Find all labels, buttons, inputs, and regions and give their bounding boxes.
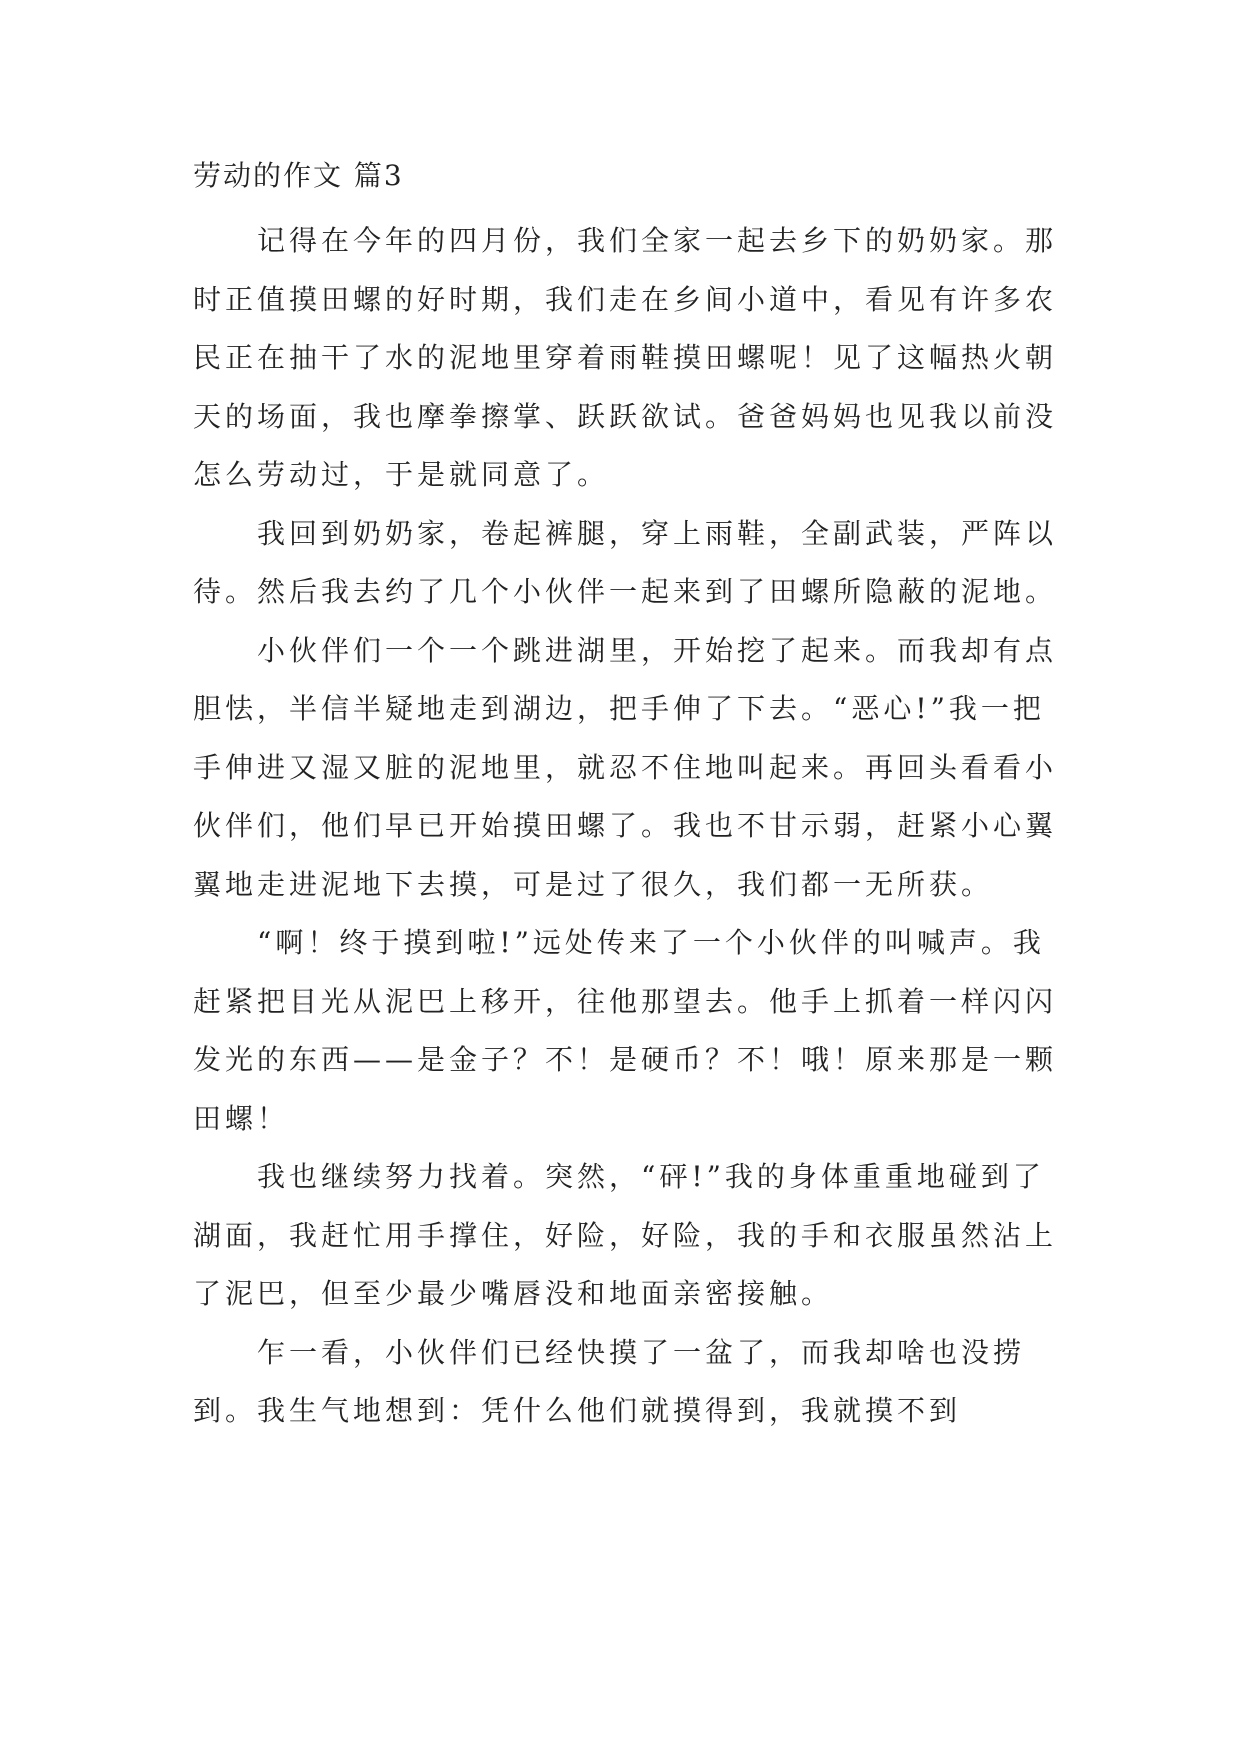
document-page xyxy=(193,158,1073,1441)
paragraph-1: 记得在今年的四月份，我们全家一起去乡下的奶奶家。那时正值摸田螺的好时期，我们走在乡间小道中，看见有许多农民正在抽干了水的泥地里穿着雨鞋摸田螺呢！见了这幅热火朝天的场面，我也摩拳擦掌、跃跃欲试。爸爸妈妈也见我以前没怎么劳动过，于是就同意了。 xyxy=(193,224,1058,491)
paragraph-6: 乍一看，小伙伴们已经快摸了一盆了，而我却啥也没捞到。我生气地想到：凭什么他们就摸得到，我就摸不到 xyxy=(193,1335,1026,1427)
document-title: 劳动的作文 篇3 xyxy=(193,159,404,192)
paragraph-4: “啊！终于摸到啦!”远处传来了一个小伙伴的叫喊声。我赶紧把目光从泥巴上移开，往他那望去。他手上抓着一样闪闪发光的东西——是金子？不！是硬币？不！哦！原来那是一颗田螺！ xyxy=(193,926,1058,1135)
paragraph-2: 我回到奶奶家，卷起裤腿，穿上雨鞋，全副武装，严阵以待。然后我去约了几个小伙伴一起来到了田螺所隐蔽的泥地。 xyxy=(193,516,1058,608)
paragraph-3: 小伙伴们一个一个跳进湖里，开始挖了起来。而我却有点胆怯，半信半疑地走到湖边，把手伸了下去。“恶心!”我一把手伸进又湿又脏的泥地里，就忍不住地叫起来。再回头看看小伙伴们，他们早已开始摸田螺了。我也不甘示弱，赶紧小心翼翼地走进泥地下去摸，可是过了很久，我们都一无所获。 xyxy=(193,633,1058,901)
paragraph-5: 我也继续努力找着。突然，“砰!”我的身体重重地碰到了湖面，我赶忙用手撑住，好险，好险，我的手和衣服虽然沾上了泥巴，但至少最少嘴唇没和地面亲密接触。 xyxy=(193,1160,1058,1310)
